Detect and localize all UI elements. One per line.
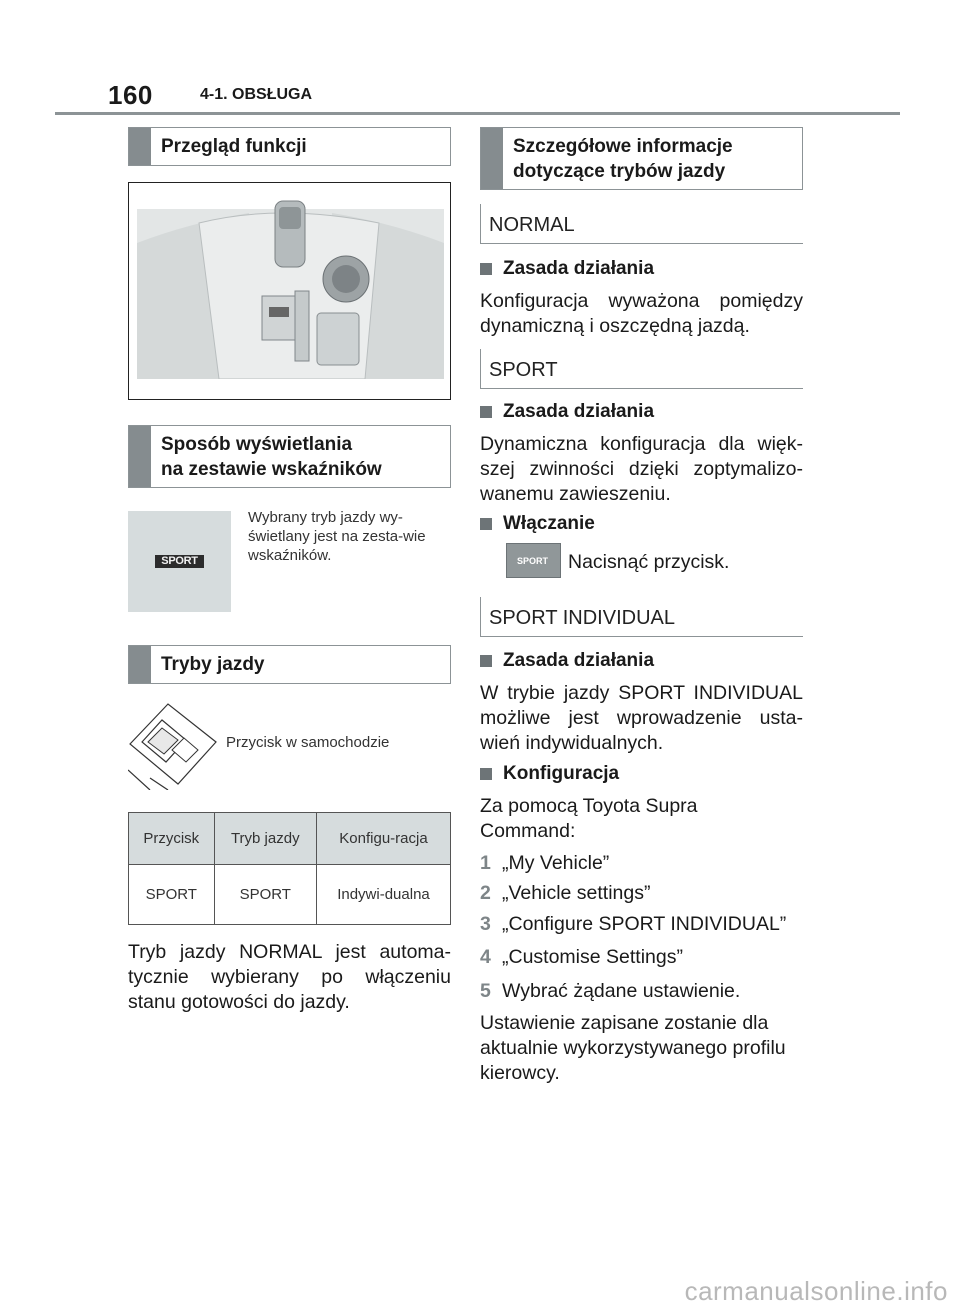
bullet-square-icon xyxy=(480,655,492,667)
instrument-cluster-illustration xyxy=(128,511,231,612)
button-caption: Przycisk w samochodzie xyxy=(226,734,390,751)
step-text: „Vehicle settings” xyxy=(502,882,651,904)
table-header-row xyxy=(129,813,451,865)
section-label: 4-1. OBSŁUGA xyxy=(200,86,313,103)
sport-button-icon xyxy=(506,543,561,578)
center-console-drawing xyxy=(129,183,451,400)
sport-individual-principle-subhead xyxy=(480,650,654,672)
sport-heading: SPORT xyxy=(480,349,803,389)
sport-individual-config-label: Konfiguracja xyxy=(503,763,620,784)
heading-overview-text: Przegląd funkcji xyxy=(161,136,307,157)
sport-individual-text: W trybie jazdy SPORT INDIVIDUAL możliwe jest wprowadzenie usta-wień indywidualnych. xyxy=(480,682,803,754)
modes-table xyxy=(128,812,451,925)
step-item xyxy=(480,913,786,936)
step-item xyxy=(480,852,609,875)
step-text: „Customise Settings” xyxy=(502,946,683,968)
watermark-text: carmanualsonline.info xyxy=(684,1276,948,1306)
sport-principle-label: Zasada działania xyxy=(503,401,655,422)
normal-heading: NORMAL xyxy=(480,204,803,244)
step-text: Wybrać żądane ustawienie. xyxy=(502,980,741,1002)
heading-overview xyxy=(128,127,451,166)
gauge-caption: Wybrany tryb jazdy wy-świetlany jest na zesta-wie wskaźników. xyxy=(248,509,426,564)
heading-details xyxy=(480,127,803,190)
sport-button-instruction: Nacisnąć przycisk. xyxy=(568,551,730,573)
header-rule xyxy=(55,112,900,115)
heading-details-line1: Szczegółowe informacje xyxy=(513,135,733,157)
step-number: 3 xyxy=(480,913,491,935)
step-number: 5 xyxy=(480,980,491,1002)
normal-principle-subhead xyxy=(480,258,654,280)
step-text: „Configure SPORT INDIVIDUAL” xyxy=(502,913,787,935)
step-text: „My Vehicle” xyxy=(502,852,610,874)
bullet-square-icon xyxy=(480,518,492,530)
heading-modes xyxy=(128,645,451,684)
heading-details-line2: dotyczące trybów jazdy xyxy=(513,160,726,182)
sport-text: Dynamiczna konfiguracja dla więk-szej zwinności dzięki zoptymalizo-wanemu zawieszeniu. xyxy=(480,433,803,505)
sport-individual-heading: SPORT INDIVIDUAL xyxy=(480,597,803,637)
step-number: 1 xyxy=(480,852,491,874)
bullet-square-icon xyxy=(480,768,492,780)
table-row xyxy=(129,865,451,925)
sport-individual-principle-label: Zasada działania xyxy=(503,650,655,671)
normal-default-paragraph: Tryb jazdy NORMAL jest automa-tycznie wybierany po włączeniu stanu gotowości do jazdy. xyxy=(128,941,451,1013)
heading-modes-text: Tryby jazdy xyxy=(161,654,265,675)
sport-activation-label: Włączanie xyxy=(503,513,595,534)
heading-display-line1: Sposób wyświetlania xyxy=(161,433,353,455)
sport-individual-intro: Za pomocą Toyota Supra Command: xyxy=(480,795,698,842)
table-header-cell: Konfigu-racja xyxy=(316,813,450,865)
table-cell: Indywi-dualna xyxy=(316,865,450,925)
table-cell: SPORT xyxy=(214,865,316,925)
sport-individual-config-subhead xyxy=(480,763,619,785)
mode-button-drawing xyxy=(128,700,218,790)
sport-individual-outro: Ustawienie zapisane zostanie dla aktualnie wykorzystywanego profilu kierowcy. xyxy=(480,1012,786,1084)
sport-principle-subhead xyxy=(480,401,654,423)
table-header-cell: Tryb jazdy xyxy=(214,813,316,865)
center-console-illustration xyxy=(128,182,451,400)
bullet-square-icon xyxy=(480,263,492,275)
page-number: 160 xyxy=(108,80,153,110)
step-item xyxy=(480,882,651,905)
step-item xyxy=(480,946,683,969)
heading-display-line2: na zestawie wskaźników xyxy=(161,458,382,480)
heading-display xyxy=(128,425,451,488)
mode-button-illustration xyxy=(128,700,218,790)
step-number: 4 xyxy=(480,946,491,968)
sport-mode-indicator: SPORT xyxy=(155,555,204,568)
bullet-square-icon xyxy=(480,406,492,418)
table-header-cell: Przycisk xyxy=(129,813,215,865)
sport-activation-subhead xyxy=(480,513,595,535)
normal-text: Konfiguracja wyważona pomiędzy dynamiczną i oszczędną jazdą. xyxy=(480,290,803,337)
normal-principle-label: Zasada działania xyxy=(503,258,655,279)
step-number: 2 xyxy=(480,882,491,904)
sport-button-label: SPORT xyxy=(517,556,549,566)
table-cell: SPORT xyxy=(129,865,215,925)
step-item xyxy=(480,980,740,1003)
